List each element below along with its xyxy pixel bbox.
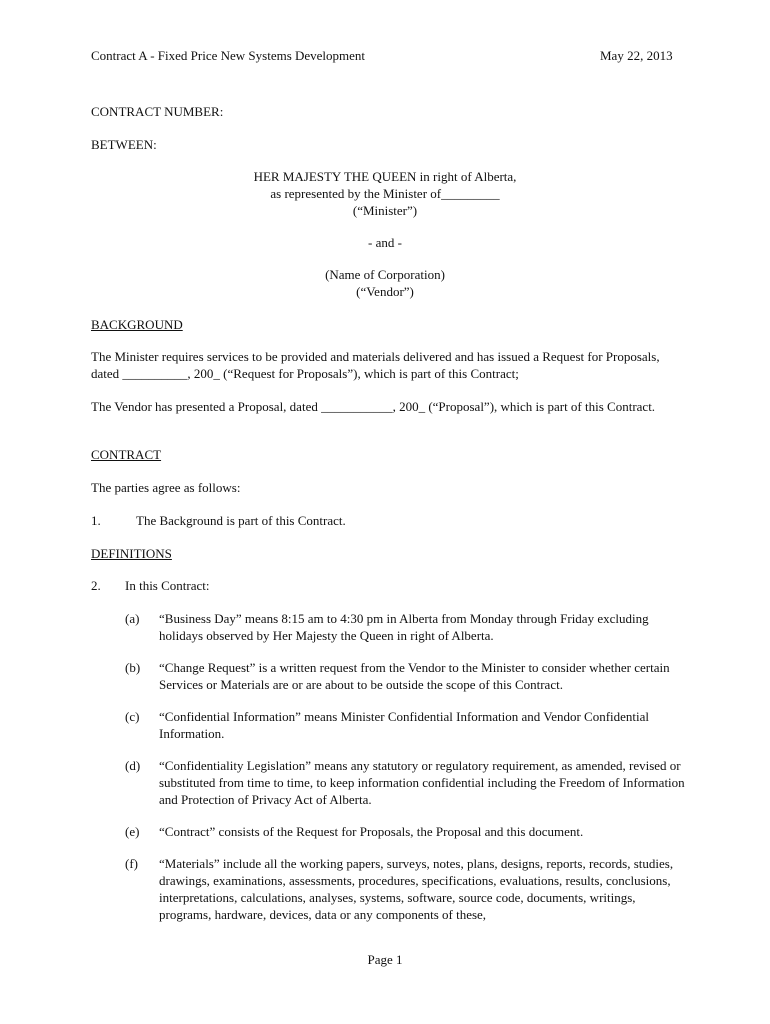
definition-text: “Business Day” means 8:15 am to 4:30 pm in Alberta from Monday through Friday excluding holidays observed by Her Majesty the Queen in right of Alberta. (159, 611, 649, 643)
party-line-2: as represented by the Minister of_________ (270, 186, 500, 201)
item-2-number: 2. (91, 578, 101, 593)
item-1-text: The Background is part of this Contract. (136, 513, 346, 528)
header-title: Contract A - Fixed Price New Systems Development (91, 48, 366, 63)
definition-text: “Contract” consists of the Request for Proposals, the Proposal and this document. (159, 824, 584, 839)
between-label: BETWEEN: (91, 137, 157, 152)
background-paragraph-2: The Vendor has presented a Proposal, dated ___________, 200_ (“Proposal”), which is part of this Contract. (91, 399, 656, 414)
definition-label: (c) (125, 709, 140, 724)
definitions-heading: DEFINITIONS (91, 546, 172, 561)
contract-intro: The parties agree as follows: (91, 480, 241, 495)
background-heading: BACKGROUND (91, 317, 183, 332)
party-line-4: (Name of Corporation) (325, 267, 445, 282)
definition-label: (f) (125, 856, 138, 871)
item-2-text: In this Contract: (125, 578, 210, 593)
definition-label: (a) (125, 611, 140, 626)
definition-text: “Confidential Information” means Minister Confidential Information and Vendor Confidential Information. (159, 709, 650, 741)
definition-label: (e) (125, 824, 140, 839)
party-line-3: (“Minister”) (352, 203, 418, 218)
definition-label: (d) (125, 758, 141, 773)
party-line-5: (“Vendor”) (356, 284, 414, 299)
page-number: Page 1 (367, 952, 403, 967)
definition-label: (b) (125, 660, 141, 675)
contract-number-label: CONTRACT NUMBER: (91, 104, 224, 119)
item-1-number: 1. (91, 513, 101, 528)
definition-text: “Confidentiality Legislation” means any statutory or regulatory requirement, as amended, revised or substituted from time to time, to keep information confidential including the Freedom of Information and Protection of Privacy Act of Alberta. (159, 758, 685, 807)
and-separator: - and - (368, 235, 402, 250)
contract-heading: CONTRACT (91, 447, 162, 462)
definition-text: “Change Request” is a written request from the Vendor to the Minister to consider whether certain Services or Materials are or are about to be outside the scope of this Contract. (159, 660, 670, 692)
header-date: May 22, 2013 (600, 48, 673, 63)
background-paragraph-1: The Minister requires services to be provided and materials delivered and has issued a Request for Proposals, dated __________, 200_ (“Request for Proposals”), which is part of this Contract; (91, 349, 660, 381)
definition-text: “Materials” include all the working papers, surveys, notes, plans, designs, reports, records, studies, drawings, examinations, assessments, procedures, specifications, evaluations, results, conclusions, interpretations, calculations, analyses, systems, software, source code, documents, writings, programs, hardware, devices, data or any components of these, (159, 856, 674, 922)
party-line-1: HER MAJESTY THE QUEEN in right of Alberta, (253, 169, 517, 184)
